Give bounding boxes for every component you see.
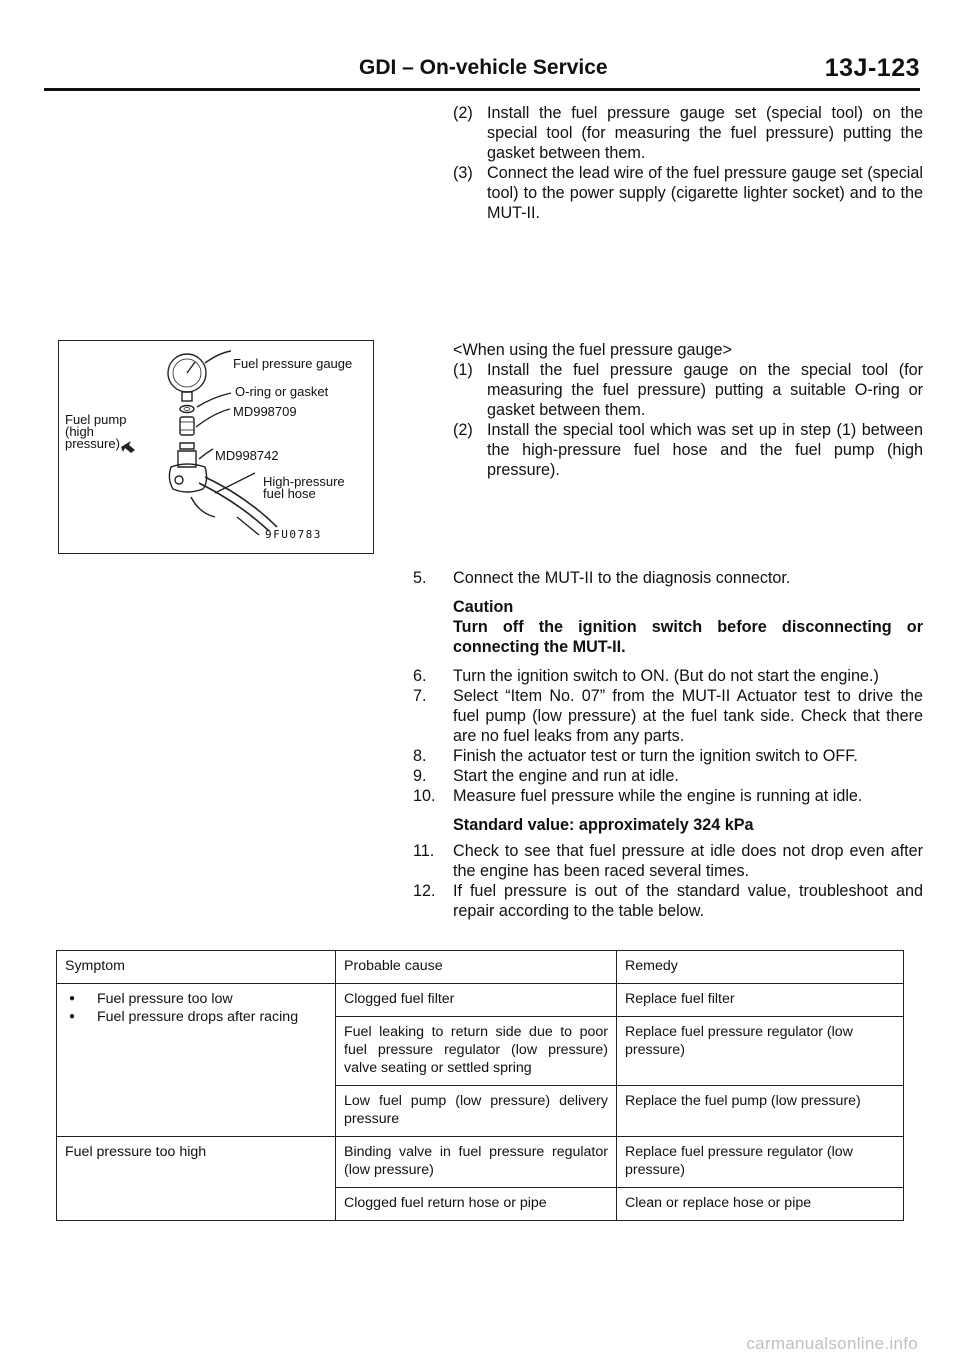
page-header	[44, 56, 920, 88]
step-number: 12.	[413, 882, 436, 900]
step-number: 11.	[413, 842, 435, 860]
step-number: (1)	[453, 361, 473, 379]
step-text: Check to see that fuel pressure at idle does not drop even after the engine has been raced several times.	[453, 842, 923, 880]
header-cause: Probable cause	[336, 951, 617, 984]
label-hose-line2: fuel hose	[263, 486, 316, 501]
steps-top	[453, 103, 923, 223]
caution-title: Caution	[453, 598, 514, 616]
step-text: Install the fuel pressure gauge set (special tool) on the special tool (for measuring the fuel pressure) putting the gasket between them.	[487, 104, 923, 162]
cause-cell: Clogged fuel filter	[336, 984, 617, 1017]
step-number: (2)	[453, 104, 473, 122]
step-number: 8.	[413, 747, 427, 765]
step-item	[413, 568, 923, 588]
step-number: 9.	[413, 767, 427, 785]
troubleshooting-table	[56, 950, 904, 1221]
symptom-cell: Fuel pressure too high	[57, 1137, 336, 1221]
cause-cell: Binding valve in fuel pressure regulator (low pressure)	[336, 1137, 617, 1188]
symptom-bullet: ● Fuel pressure drops after racing	[65, 1008, 327, 1026]
header-symptom: Symptom	[57, 951, 336, 984]
step-number: (2)	[453, 421, 473, 439]
fuel-gauge-figure	[58, 340, 374, 554]
page-title: GDI – On-vehicle Service	[359, 56, 608, 79]
header-remedy: Remedy	[617, 951, 904, 984]
step-number: 7.	[413, 687, 427, 705]
cause-cell: Clogged fuel return hose or pipe	[336, 1188, 617, 1221]
label-pump-line3: pressure)	[65, 436, 120, 451]
step-item	[453, 420, 923, 480]
step-item	[413, 686, 923, 746]
label-oring: O-ring or gasket	[235, 384, 329, 399]
step-text: If fuel pressure is out of the standard value, troubleshoot and repair according to the table below.	[453, 882, 923, 920]
step-number: (3)	[453, 164, 473, 182]
step-number: 6.	[413, 667, 427, 685]
remedy-cell: Replace fuel pressure regulator (low pressure)	[617, 1137, 904, 1188]
step-text: Start the engine and run at idle.	[453, 767, 679, 785]
remedy-cell: Replace fuel pressure regulator (low pressure)	[617, 1017, 904, 1086]
step-item	[413, 746, 923, 766]
procedure	[413, 568, 923, 921]
watermark: carmanualsonline.info	[746, 1334, 918, 1353]
step-number: 10.	[413, 787, 436, 805]
standard-value: Standard value: approximately 324 kPa	[453, 816, 754, 834]
step-item	[453, 103, 923, 163]
label-pump-line2: (high	[65, 424, 94, 439]
label-pump-line1: Fuel pump	[65, 412, 127, 427]
gauge-section-heading: <When using the fuel pressure gauge>	[453, 341, 732, 359]
step-number: 5.	[413, 569, 427, 587]
step-item	[413, 841, 923, 881]
cause-cell: Fuel leaking to return side due to poor fuel pressure regulator (low pressure) valve seating or settled spring	[336, 1017, 617, 1086]
caution-text: Turn off the ignition switch before disconnecting or connecting the MUT-II.	[453, 618, 923, 656]
gauge-section	[453, 340, 923, 480]
figure-code: 9FU0783	[265, 528, 322, 541]
arrow-icon	[121, 441, 135, 453]
remedy-cell: Replace fuel filter	[617, 984, 904, 1017]
remedy-cell: Clean or replace hose or pipe	[617, 1188, 904, 1221]
symptom-cell	[57, 984, 336, 1137]
step-item	[413, 666, 923, 686]
label-md998709: MD998709	[233, 404, 297, 419]
step-text: Connect the MUT-II to the diagnosis connector.	[453, 569, 791, 587]
page-number: 13J-123	[824, 54, 920, 82]
step-item	[413, 786, 923, 806]
label-hose-line1: High-pressure	[263, 474, 345, 489]
step-text: Turn the ignition switch to ON. (But do not start the engine.)	[453, 667, 879, 685]
step-item	[453, 360, 923, 420]
step-text: Connect the lead wire of the fuel pressure gauge set (special tool) to the power supply (cigarette lighter socket) and to the MUT-II.	[487, 164, 923, 222]
label-fuel-pressure-gauge: Fuel pressure gauge	[233, 356, 353, 371]
symptom-bullet: ● Fuel pressure too low	[65, 990, 327, 1008]
step-text: Finish the actuator test or turn the ignition switch to OFF.	[453, 747, 858, 765]
step-text: Measure fuel pressure while the engine is running at idle.	[453, 787, 863, 805]
header-rule	[44, 88, 920, 91]
step-text: Install the special tool which was set up in step (1) between the high-pressure fuel hose and the fuel pump (high pressure).	[487, 421, 923, 479]
label-md998742: MD998742	[215, 448, 279, 463]
table-header-row	[57, 951, 904, 984]
remedy-cell: Replace the fuel pump (low pressure)	[617, 1086, 904, 1137]
step-text: Select “Item No. 07” from the MUT-II Actuator test to drive the fuel pump (low pressure) at the fuel tank side. Check that there are no fuel leaks from any parts.	[453, 687, 923, 745]
step-item	[453, 163, 923, 223]
step-text: Install the fuel pressure gauge on the special tool (for measuring the fuel pressure) putting a suitable O-ring or gasket between them.	[487, 361, 923, 419]
table-row	[57, 1137, 904, 1188]
table-row	[57, 984, 904, 1017]
step-item	[413, 766, 923, 786]
cause-cell: Low fuel pump (low pressure) delivery pressure	[336, 1086, 617, 1137]
step-item	[413, 881, 923, 921]
